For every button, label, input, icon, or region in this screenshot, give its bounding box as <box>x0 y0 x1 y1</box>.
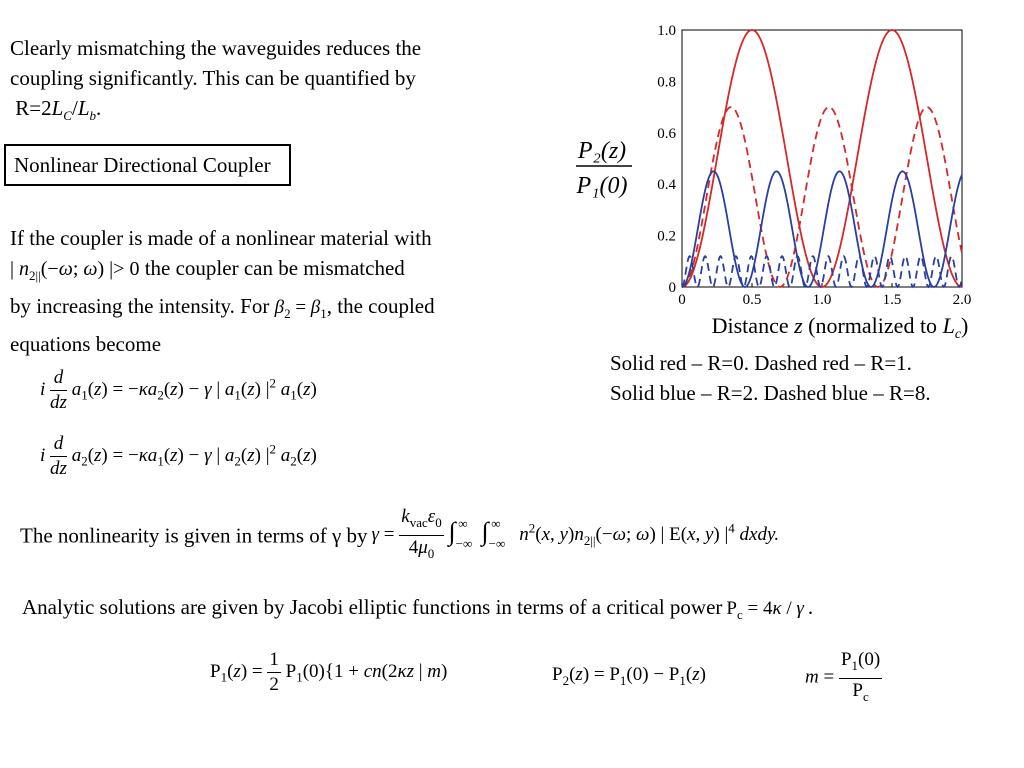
para-line-4: equations become <box>10 331 162 356</box>
x-tick-label: 2.0 <box>952 292 972 308</box>
y-tick-label: 0.4 <box>657 177 676 194</box>
para-line-2: | $n_{2||}(-\omega$; ω) |> 0 the coupler can be mismatched <box>10 256 405 283</box>
ratio-formula: $R=2L_C/L_b$. <box>10 96 102 124</box>
intro-line-1: Clearly mismatching the waveguides reduces the <box>10 36 422 60</box>
x-tick-label: 0 <box>678 292 686 308</box>
x-tick-label: 1.0 <box>812 292 832 308</box>
intro-paragraph <box>10 33 550 131</box>
coupling-chart <box>568 10 1008 350</box>
nonlinear-paragraph <box>10 223 570 359</box>
series-line-R0 <box>682 30 962 287</box>
analytic-row: Analytic solutions are given by Jacobi elliptic functions in terms of a critical power $P_c = 4\kappa / \gamma$ . <box>22 595 814 622</box>
x-tick-label: 1.5 <box>882 292 902 308</box>
svg-text:P₁(0): P₁(0) <box>576 173 628 199</box>
solution-p1: $P_1(z)$ = $\frac{1}{2}$ $P_1(0)\{1 + cn(2\kappa z$ | m) <box>210 649 448 695</box>
plot-area <box>682 30 962 287</box>
critical-power-formula: $P_c = 4\kappa / \gamma$ <box>726 598 804 622</box>
para-line-3: by increasing the intensity. For $\beta_2 = \beta_1$, the coupled <box>10 294 435 321</box>
y-tick-label: 0 <box>668 280 676 296</box>
y-tick-label: 1.0 <box>657 23 676 39</box>
y-tick-label: 0.8 <box>657 74 676 91</box>
chart-caption <box>610 348 931 408</box>
nonlinearity-row <box>20 505 779 566</box>
gamma-formula: γ = $\frac{k_{vac}\varepsilon_0}{4\mu_0}$ $\int_{-\infty}^\infty$ $\int_{-\infty}^\infty$ $n^2(x$, $y)n_{2||}(-\omega$; ω) | E(x, y) $|^4$ dxdy. <box>371 506 780 561</box>
coupled-equation-2: i $\frac{d}{dz}$ $a_2(z) = -\kappa a_1(z) - \gamma$ | $a_2(z)$ $|^2$ $a_2(z)$ <box>40 433 317 479</box>
solution-p2: $P_2(z) = P_1(0) - P_1(z)$ <box>552 664 706 688</box>
y-axis-label <box>576 138 633 199</box>
caption-line-2: Solid blue – R=2. Dashed blue – R=8. <box>610 381 931 405</box>
intro-line-2: coupling significantly. This can be quantified by <box>10 66 416 90</box>
section-title <box>4 144 291 186</box>
analytic-text: Analytic solutions are given by Jacobi elliptic functions in terms of a critical power <box>22 595 723 619</box>
y-tick-label: 0.6 <box>657 125 676 142</box>
para-line-1: If the coupler is made of a nonlinear material with <box>10 226 432 250</box>
nonlinearity-text: The nonlinearity is given in terms of γ by <box>20 523 368 548</box>
x-tick-label: 0.5 <box>742 292 762 308</box>
coupled-equation-1: i $\frac{d}{dz}$ $a_1(z) = -\kappa a_2(z) - \gamma$ | $a_1(z)$ $|^2$ $a_1(z)$ <box>40 367 317 413</box>
y-tick-label: 0.2 <box>657 228 676 245</box>
series-line-R8 <box>682 256 962 287</box>
x-axis-label: Distance z (normalized to $L_c$) <box>711 313 969 342</box>
svg-text:P₂(z): P₂(z) <box>577 138 627 164</box>
solution-m: m = $\frac{P_1(0)}{P_c}$ <box>805 649 881 704</box>
section-title-text: Nonlinear Directional Coupler <box>14 153 271 177</box>
caption-line-1: Solid red – R=0. Dashed red – R=1. <box>610 351 912 375</box>
